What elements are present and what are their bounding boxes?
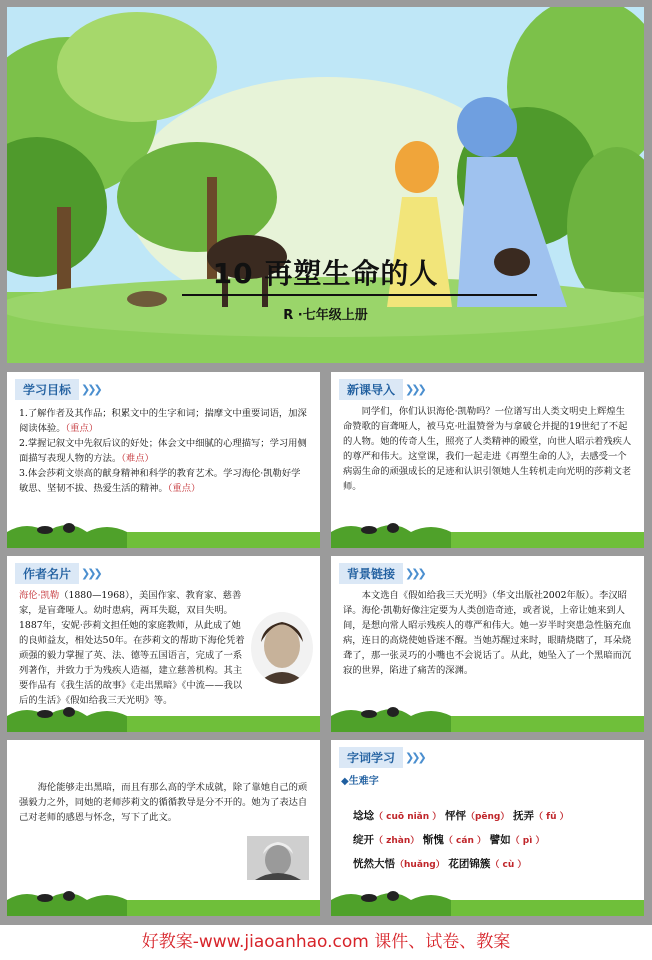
background-text: 本文选自《假如给我三天光明》（华文出版社2002年版）。李汉昭译。海伦·凯勒好像注定要为人类创造奇迹，或者说，上帝让她来到人间，是想向常人昭示残疾人的尊严和伟大。她一岁半时突患急性脑充血病，连日的高烧使她昏迷不醒。当她苏醒过来时，眼睛烧瞎了，耳朵烧聋了，那一张灵巧的小嘴也不会说话了。从此，她坠入了一个黑暗而沉寂的世界，陷进了痛苦的深渊。 [343, 590, 632, 676]
vocab-pinyin: （huǎng） [395, 860, 445, 870]
vocab-pinyin: （ fǔ ） [534, 812, 569, 822]
vocab-word: 埝埝 [353, 810, 374, 822]
vocab-subheader: ◆生难字 [341, 776, 379, 787]
chevrons-icon: ❯❯❯ [81, 566, 100, 580]
goal-item: 1.了解作者及其作品；积累文中的生字和词；揣摩文中重要词语，加深阅读体验。（重点） [19, 408, 307, 434]
hero-title-underline [182, 294, 537, 296]
slide-header [15, 564, 100, 582]
grass-decoration [331, 516, 644, 548]
slide-header-label: 字词学习 [339, 747, 403, 768]
author-portrait [251, 612, 313, 684]
chevrons-icon: ❯❯❯ [405, 566, 424, 580]
teacher-photo [247, 836, 309, 880]
goal-item: 2.掌握记叙文中先叙后议的好处；体会文中细腻的心理描写；学习用侧面描写表现人物的方法。（难点） [19, 438, 307, 464]
grass-decoration [7, 516, 320, 548]
grass-decoration [331, 700, 644, 732]
vocab-pinyin: （ zhàn） [374, 836, 420, 846]
slide-body [19, 406, 308, 496]
slide-learning-goals [7, 372, 320, 548]
vocab-row [353, 856, 526, 871]
grass-decoration [331, 884, 644, 916]
slide-header-label: 作者名片 [15, 563, 79, 584]
vocab-word: 绽开 [353, 834, 374, 846]
slide-vocabulary [331, 740, 644, 916]
hero-slide [7, 7, 644, 363]
vocab-pinyin: （ cuō niǎn ） [374, 812, 442, 822]
vocab-pinyin: （pēng） [465, 812, 510, 822]
slide-header-label: 背景链接 [339, 563, 403, 584]
slide-header-label: 新课导入 [339, 379, 403, 400]
slide-header [15, 380, 100, 398]
slide-header-label: 学习目标 [15, 379, 79, 400]
chevrons-icon: ❯❯❯ [405, 750, 424, 764]
slide-header [339, 564, 424, 582]
vocab-row [353, 808, 569, 823]
teacher-text: 海伦能够走出黑暗，而且有那么高的学术成就，除了靠她自己的顽强毅力之外，同她的老师莎莉文的循循教导是分不开的。她为了表达自己对老师的感恩与怀念，写下了此文。 [19, 782, 308, 823]
slide-teacher-note [7, 740, 320, 916]
vocab-word: 花团锦簇 [448, 858, 491, 870]
vocab-word: 譬如 [489, 834, 511, 846]
site-footer: 好教案-www.jiaoanhao.com 课件、试卷、教案 [0, 925, 652, 960]
vocab-word: 抚弄 [513, 810, 535, 822]
slide-header [339, 380, 424, 398]
hero-subtitle: R ·七年级上册 [283, 308, 368, 323]
slide-header [339, 748, 424, 766]
vocab-row [353, 832, 544, 847]
slide-author-card [7, 556, 320, 732]
chevrons-icon: ❯❯❯ [405, 382, 424, 396]
author-name: 海伦·凯勒 [19, 590, 60, 601]
grass-decoration [7, 884, 320, 916]
vocab-pinyin: （ pì ） [510, 836, 545, 846]
author-text: 海伦·凯勒（1880—1968），美国作家、教育家、慈善家，是盲聋哑人。幼时患病，两耳失聪，双目失明。1887年，安妮·莎莉文担任她的家庭教师，从此成了她的良师益友，相处达50年。在莎莉文的帮助下海伦凭着顽强的毅力掌握了英、法、德等五国语言，完成了一系列著作，并致力于为残疾人造福，建立慈善机构。其主要作品有《我生活的故事》《走出黑暗》《中流——我以后的生活》《假如给我三天光明》等。 [19, 590, 245, 706]
vocab-word: 怦怦 [444, 810, 466, 822]
vocab-pinyin: （ cù ） [490, 860, 527, 870]
hero-title: 10 再塑生命的人 [212, 257, 439, 290]
goal-item: 3.体会莎莉文崇高的献身精神和科学的教育艺术。学习海伦·凯勒好学敏思、坚韧不拔、热爱生活的精神。（重点） [19, 468, 301, 494]
vocab-word: 恍然大悟 [353, 858, 395, 870]
vocab-word: 惭愧 [422, 834, 444, 846]
chevrons-icon: ❯❯❯ [81, 382, 100, 396]
slide-new-lesson-intro [331, 372, 644, 548]
vocab-pinyin: （ cán ） [443, 836, 487, 846]
grass-decoration [7, 700, 320, 732]
intro-text: 同学们，你们认识海伦·凯勒吗？一位谱写出人类文明史上辉煌生命赞歌的盲聋哑人，被马克·吐温赞誉为与拿破仑并提的19世纪了不起的人物。她的传奇人生，照亮了人类精神的殿堂，向世人昭示着残疾人的尊严和伟大。这堂课，我们一起走进《再塑生命的人》，去感受一个病弱生命的顽强成长的足迹和认识引领她人生转机走向光明的莎莉文老师。 [343, 406, 632, 492]
slide-background-link [331, 556, 644, 732]
